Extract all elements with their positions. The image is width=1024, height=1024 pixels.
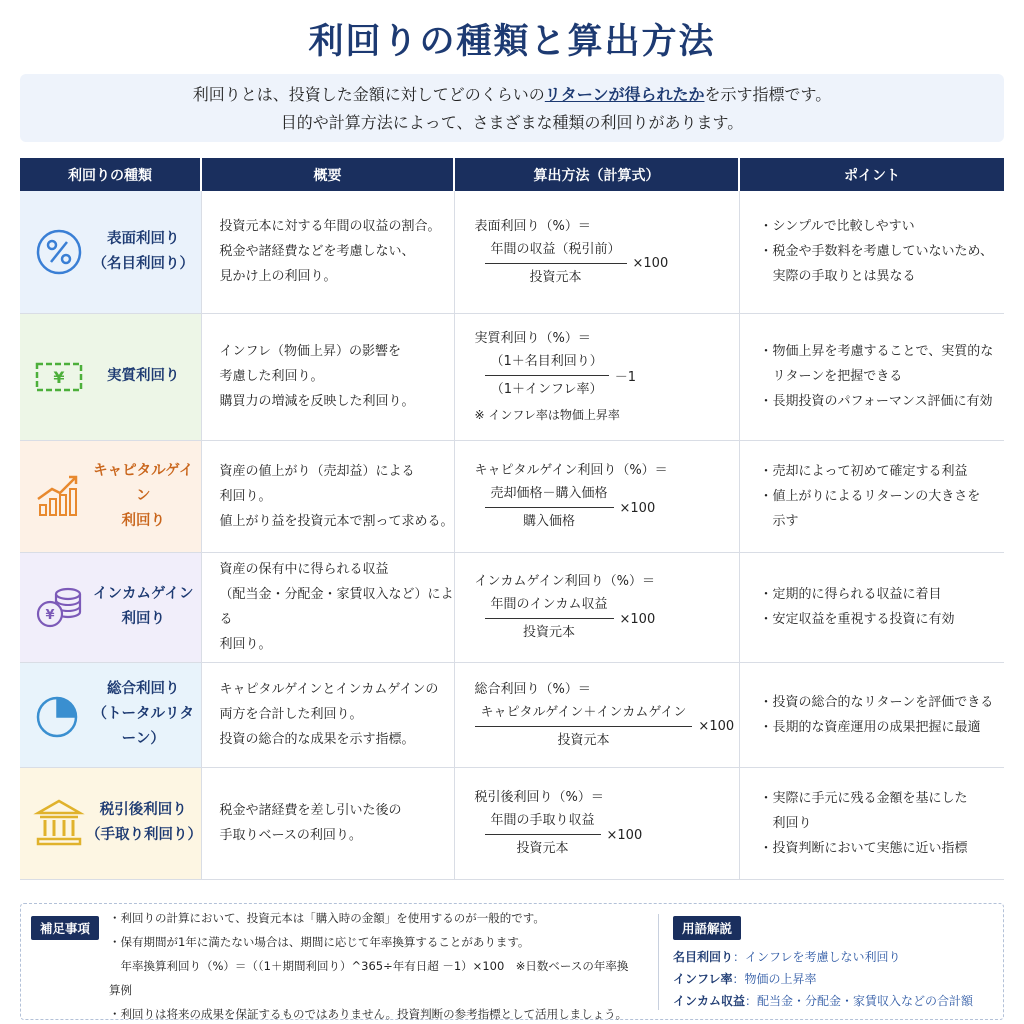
yen-bill-icon [32,350,86,404]
rising-chart-icon [32,469,86,523]
point-item: 利回り [759,815,812,831]
point-item: ・値上がりによるリターンの大きさを [759,488,981,504]
note-item: 年率換算利回り（%）＝（（1＋期間利回り）^365÷年有日超 －1）×100 ※日数ベースの年率換算例 [109,959,629,997]
formula-cell [454,191,739,313]
type-title: キャピタルゲイン [93,462,194,504]
point-item: ・実際に手元に残る金額を基にした [759,790,968,806]
point-cell [739,440,1004,552]
point-item: 示す [759,513,799,529]
point-item: ・長期投資のパフォーマンス評価に有効 [759,394,993,409]
formula-cell [454,767,739,879]
overview-line: インフレ（物価上昇）の影響を [219,344,401,359]
intro-text: 利回りとは、投資した金額に対してどのくらいの [192,85,545,104]
type-name [86,798,201,848]
formula-multiplier: ×100 [619,611,656,627]
point-cell [739,552,1004,662]
formula-multiplier: －1 [614,370,637,385]
bank-icon [32,796,86,850]
formula-head: 総合利回り（%）＝ [474,681,591,697]
point-item: ・物価上昇を考慮することで、実質的な [759,344,994,359]
coins-icon [32,580,86,634]
formula-note: ※ インフレ率は物価上昇率 [474,407,620,422]
type-cell [20,767,201,879]
formula-head: 表面利回り（%）＝ [474,218,591,234]
table-row [20,662,1004,767]
formula-fraction [475,240,739,288]
header-overview: 概要 [201,158,454,191]
note-item: ・利回りは将来の成果を保証するものではありません。投資判断の参考指標として活用しましょう。 [109,1007,628,1021]
intro-text: を示す指標です。 [704,85,832,104]
point-item: ・税金や手数料を考慮していないため、 [759,244,993,260]
table-row [20,313,1004,440]
overview-cell [201,662,454,767]
glossary-item [673,968,993,990]
type-name [86,582,201,632]
type-subname: 利回り [121,512,165,529]
overview-cell [201,552,454,662]
type-cell [20,440,201,552]
overview-line: 両方を合計した利回り。 [219,707,363,722]
header-point: ポイント [739,158,1004,191]
intro-line-1 [20,81,1004,109]
type-title: 総合利回り [107,681,180,697]
formula-numerator: 年間の収益（税引前） [490,241,621,257]
note-item: ・利回りの計算において、投資元本は「購入時の金額」を使用するのが一般的です。 [109,911,545,925]
formula-denominator: 投資元本 [516,841,569,856]
point-item: ・安定収益を重視する投資に有効 [759,612,955,627]
intro-highlight: リターンが得られたか [544,85,705,104]
formula-fraction [475,484,739,532]
type-title: 実質利回り [107,368,180,384]
overview-cell [201,767,454,879]
svg-text:¥: ¥ [45,608,55,623]
formula-head: キャピタルゲイン利回り（%）＝ [474,463,668,478]
glossary-term: インフレ率 [673,972,733,986]
type-name [86,677,201,752]
point-item: ・定期的に得られる収益に着目 [759,587,942,602]
overview-line: 利回り。 [219,637,272,652]
formula-numerator: キャピタルゲイン＋インカムゲイン [480,704,687,720]
point-cell [739,313,1004,440]
page-title: 利回りの種類と算出方法 [308,22,716,62]
type-subname: （名目利回り） [92,255,194,272]
type-name [86,364,201,389]
type-cell [20,552,201,662]
overview-line: 見かけ上の利回り。 [219,269,337,285]
point-item: ・シンプルで比較しやすい [759,219,915,235]
formula-numerator: 売却価格－購入価格 [490,486,608,501]
formula-numerator: （1＋名目利回り） [490,353,603,369]
overview-line: 利回り。 [219,488,272,504]
type-name [86,459,201,534]
overview-line: キャピタルゲインとインカムゲインの [219,682,439,697]
formula-fraction [475,352,739,400]
type-cell [20,662,201,767]
intro-box [20,74,1004,142]
overview-line: 投資元本に対する年間の収益の割合。 [219,219,441,235]
formula-denominator: 投資元本 [523,625,576,640]
overview-line: 考慮した利回り。 [219,369,324,384]
formula-cell [454,440,739,552]
overview-line: 手取りベースの利回り。 [219,828,362,843]
type-cell [20,191,201,313]
glossary-term: インカム収益 [673,994,746,1008]
formula-numerator: 年間のインカム収益 [490,597,608,612]
svg-text:¥: ¥ [53,367,65,387]
table-row [20,191,1004,313]
intro-line-2: 目的や計算方法によって、さまざまな種類の利回りがあります。 [280,113,744,132]
notes-tag: 補足事項 [31,916,99,940]
formula-denominator: 購入価格 [523,514,576,529]
table-row [20,440,1004,552]
point-item: ・投資判断において実態に近い指標 [759,840,968,856]
formula-head: インカムゲイン利回り（%）＝ [474,574,655,589]
formula-denominator: （1＋インフレ率） [490,381,603,397]
type-cell [20,313,201,440]
yield-table [20,158,1004,880]
overview-line: 資産の値上がり（売却益）による [219,463,415,479]
type-title: インカムゲイン [93,586,194,602]
glossary-desc: ：インフレを考慮しない利回り [733,950,901,964]
point-cell [739,662,1004,767]
percent-icon [32,225,86,279]
overview-cell [201,313,454,440]
formula-head: 実質利回り（%）＝ [474,330,591,346]
point-cell [739,767,1004,879]
formula-fraction [475,811,739,859]
point-item: ・売却によって初めて確定する利益 [759,463,968,479]
point-item: ・長期的な資産運用の成果把握に最適 [759,719,981,735]
type-subname: （トータルリターン） [92,706,194,747]
note-item: ・保有期間が1年に満たない場合は、期間に応じて年率換算することがあります。 [109,935,530,949]
glossary-item [673,946,993,968]
glossary-desc: ：配当金・分配金・家賃収入などの合計額 [745,994,974,1008]
glossary-desc: ：物価の上昇率 [732,972,817,986]
formula-multiplier: ×100 [698,719,735,734]
formula-multiplier: ×100 [606,827,643,843]
formula-fraction [475,595,739,643]
formula-multiplier: ×100 [632,256,669,272]
type-title: 表面利回り [107,230,180,247]
point-item: 実際の手取りとは異なる [759,269,916,285]
formula-cell [454,313,739,440]
header-formula: 算出方法（計算式） [454,158,739,191]
overview-line: 税金や諸経費などを考慮しない、 [219,244,415,260]
point-item: ・投資の総合的なリターンを評価できる [759,694,994,710]
overview-cell [201,440,454,552]
glossary-tag: 用語解説 [673,916,741,940]
formula-fraction [475,703,739,751]
type-title: 税引後利回り [99,802,187,818]
type-name [86,227,201,277]
pie-chart-icon [32,688,86,742]
table-row [20,552,1004,662]
formula-cell [454,662,739,767]
table-row [20,767,1004,879]
formula-head: 税引後利回り（%）＝ [474,790,604,805]
header-type: 利回りの種類 [20,158,201,191]
overview-line: 値上がり益を投資元本で割って求める。 [219,513,454,529]
notes-list [109,906,629,1024]
overview-line: 税金や諸経費を差し引いた後の [219,803,402,818]
footer-divider [658,914,659,1010]
glossary-term: 名目利回り [673,950,734,964]
formula-cell [454,552,739,662]
type-subname: 利回り [121,611,165,627]
point-item: リターンを把握できる [759,369,903,384]
point-cell [739,191,1004,313]
formula-denominator: 投資元本 [557,732,610,748]
overview-line: （配当金・分配金・家賃収入など）による [219,587,454,627]
type-subname: （手取り利回り） [86,827,202,843]
overview-line: 購買力の増減を反映した利回り。 [219,394,415,409]
overview-line: 投資の総合的な成果を示す指標。 [219,732,415,747]
glossary-section [673,916,993,1012]
overview-line: 資産の保有中に得られる収益 [219,562,389,577]
formula-multiplier: ×100 [619,500,656,516]
footer-box [20,903,1004,1020]
glossary-item [673,990,993,1012]
formula-numerator: 年間の手取り収益 [490,813,595,828]
formula-denominator: 投資元本 [529,269,582,285]
overview-cell [201,191,454,313]
